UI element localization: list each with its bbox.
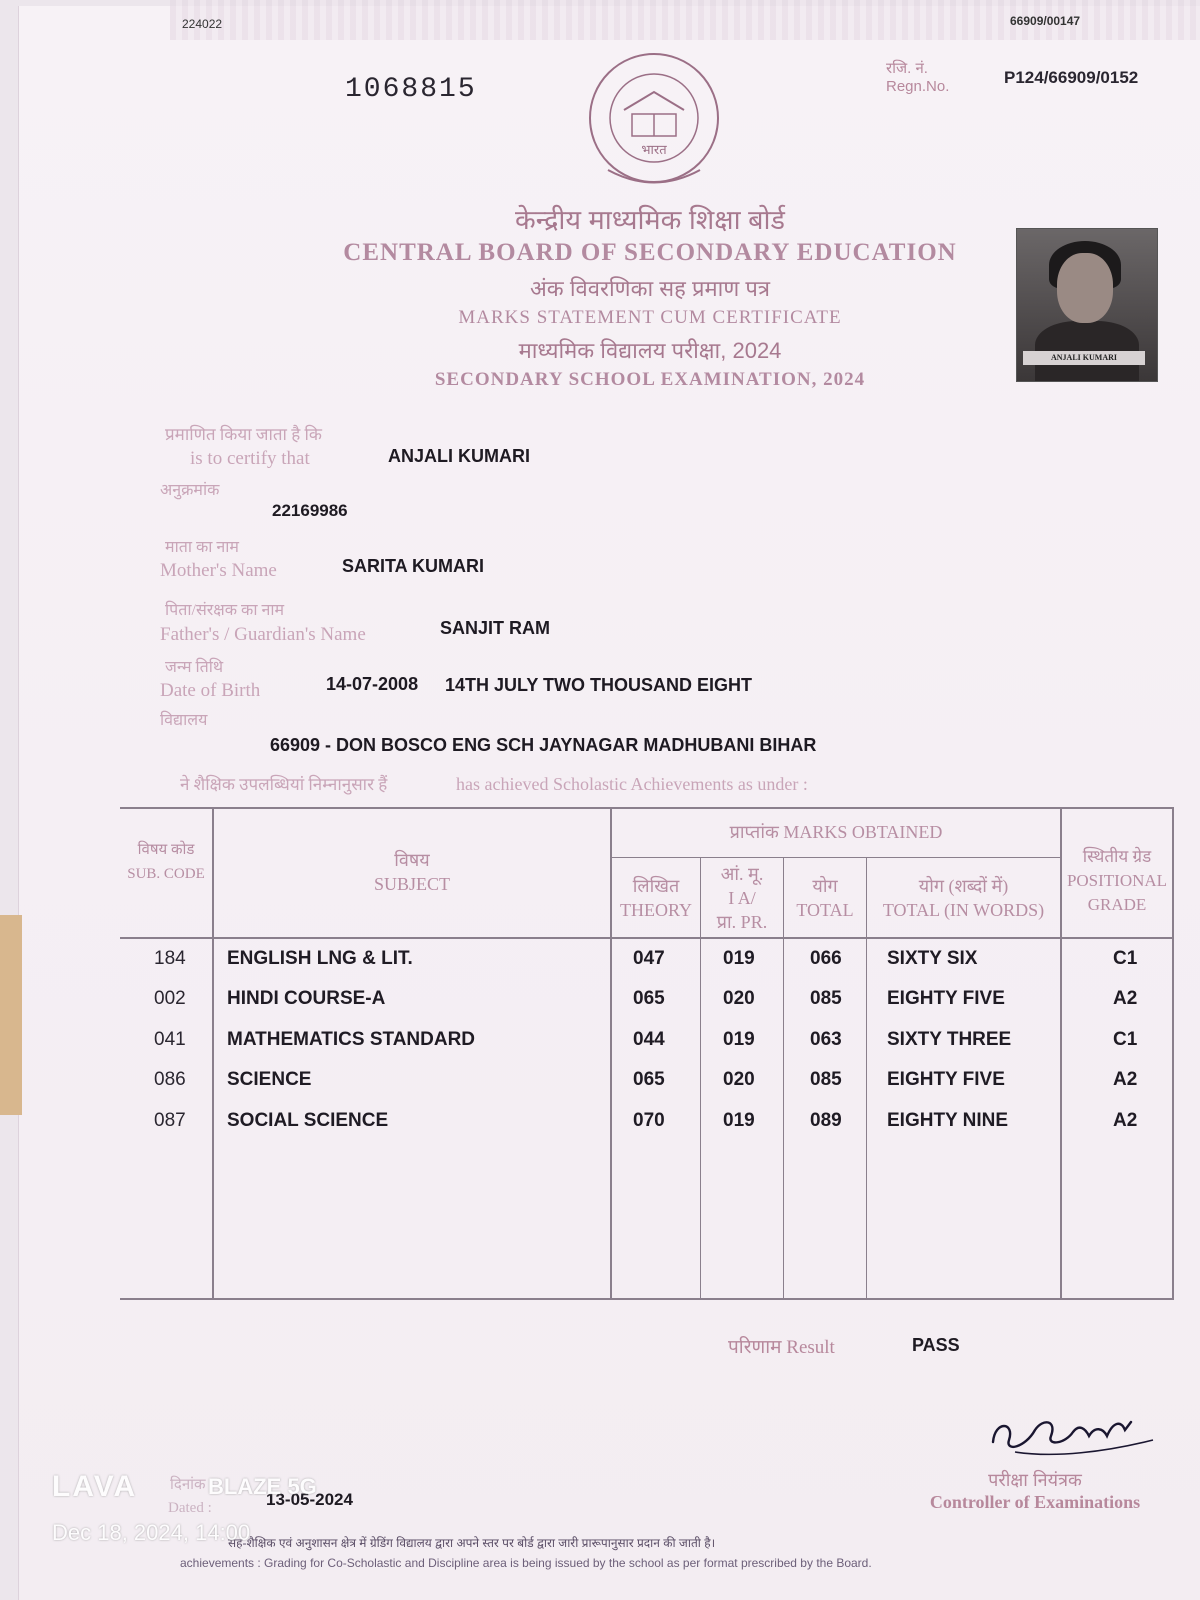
watermark-model: BLAZE 5G bbox=[208, 1474, 317, 1499]
row-grade: A2 bbox=[1113, 988, 1138, 1009]
header-marks-hi: प्राप्तांक bbox=[729, 822, 779, 842]
dob-label-hi: जन्म तिथि bbox=[165, 659, 224, 676]
mother-name: SARITA KUMARI bbox=[342, 556, 484, 576]
school-name: 66909 - DON BOSCO ENG SCH JAYNAGAR MADHUBANI BIHAR bbox=[270, 735, 817, 755]
serial-number: 1068815 bbox=[345, 74, 477, 105]
header-ia-hi: आं. मू. bbox=[720, 864, 764, 884]
row-words: EIGHTY NINE bbox=[887, 1110, 1009, 1131]
row-grade: C1 bbox=[1113, 948, 1138, 969]
row-subject: SOCIAL SCIENCE bbox=[227, 1110, 389, 1131]
controller-signature bbox=[985, 1400, 1155, 1470]
row-total: 066 bbox=[810, 948, 842, 969]
regn-label bbox=[886, 58, 949, 95]
result-value: PASS bbox=[912, 1335, 960, 1355]
top-right-code: 66909/00147 bbox=[1010, 14, 1081, 28]
student-name: ANJALI KUMARI bbox=[388, 446, 530, 466]
header-code-en: SUB. CODE bbox=[127, 866, 205, 882]
header-grade-en2: GRADE bbox=[1087, 895, 1147, 914]
header-total-en: TOTAL bbox=[796, 900, 854, 920]
row-code: 002 bbox=[154, 988, 186, 1009]
row-code: 086 bbox=[154, 1069, 186, 1090]
table-row bbox=[120, 1029, 1174, 1069]
row-theory: 065 bbox=[633, 988, 665, 1009]
student-photo bbox=[1016, 228, 1158, 382]
row-subject: MATHEMATICS STANDARD bbox=[227, 1029, 476, 1050]
table-top-line bbox=[120, 807, 1174, 809]
header-ia bbox=[701, 862, 783, 934]
result-label-hi: परिणाम bbox=[728, 1337, 782, 1358]
header-titles bbox=[300, 200, 1000, 391]
table-header-line bbox=[120, 937, 1174, 939]
father-name: SANJIT RAM bbox=[440, 618, 551, 638]
table-bottom-line bbox=[120, 1298, 1174, 1300]
row-ia: 019 bbox=[723, 1110, 755, 1131]
mother-label-hi: माता का नाम bbox=[165, 539, 240, 556]
controller-en: Controller of Examinations bbox=[929, 1492, 1141, 1512]
header-marks-obtained bbox=[612, 820, 1060, 844]
footer-note-hi: सह-शैक्षिक एवं अनुशासन क्षेत्र में ग्रेडिंग विद्यालय द्वारा अपने स्तर पर बोर्ड द्वारा जारी प्रारूपानुसार प्रदान की जाती है। bbox=[228, 1536, 716, 1550]
table-row bbox=[120, 948, 1174, 988]
header-words bbox=[867, 874, 1060, 922]
row-theory: 047 bbox=[633, 948, 665, 969]
dob-label-en: Date of Birth bbox=[160, 680, 261, 701]
dob-words: 14TH JULY TWO THOUSAND EIGHT bbox=[445, 675, 753, 695]
header-words-en: TOTAL (IN WORDS) bbox=[882, 900, 1045, 920]
controller-hi: परीक्षा नियंत्रक bbox=[988, 1470, 1082, 1490]
row-code: 087 bbox=[154, 1110, 186, 1131]
header-grade bbox=[1062, 845, 1172, 917]
header-subject-hi: विषय bbox=[394, 850, 430, 870]
row-words: EIGHTY FIVE bbox=[887, 1069, 1005, 1090]
header-grade-en1: POSITIONAL bbox=[1066, 871, 1168, 890]
dob-date: 14-07-2008 bbox=[326, 674, 419, 694]
row-grade: C1 bbox=[1113, 1029, 1138, 1050]
certificate-title-en: MARKS STATEMENT CUM CERTIFICATE bbox=[458, 307, 842, 328]
row-grade: A2 bbox=[1113, 1110, 1138, 1131]
row-ia: 020 bbox=[723, 988, 755, 1009]
row-grade: A2 bbox=[1113, 1069, 1138, 1090]
achievement-line-hi: ने शैक्षिक उपलब्धियां निम्नानुसार हैं bbox=[180, 775, 388, 794]
result-label bbox=[728, 1333, 835, 1359]
footer-note-en: achievements : Grading for Co-Scholastic and Discipline area is being issued by the school as per format prescribed by the Board. bbox=[180, 1556, 872, 1570]
row-ia: 020 bbox=[723, 1069, 755, 1090]
regn-label-hi: रजि. नं. bbox=[886, 60, 928, 77]
header-ia-pr: प्रा. PR. bbox=[716, 912, 768, 932]
mother-label-en: Mother's Name bbox=[160, 560, 277, 581]
header-theory-hi: लिखित bbox=[632, 876, 680, 896]
board-name-hi: केन्द्रीय माध्यमिक शिक्षा बोर्ड bbox=[515, 205, 785, 235]
table-row bbox=[120, 988, 1174, 1028]
issue-date: 13-05-2024 bbox=[266, 1490, 353, 1509]
roll-label-hi: अनुक्रमांक bbox=[160, 482, 220, 499]
row-ia: 019 bbox=[723, 948, 755, 969]
header-words-hi: योग (शब्दों में) bbox=[918, 876, 1009, 896]
watermark-timestamp: Dec 18, 2024, 14:00 bbox=[52, 1520, 251, 1545]
header-total bbox=[784, 874, 866, 922]
regn-label-en: Regn.No. bbox=[886, 78, 950, 95]
exam-title-hi: माध्यमिक विद्यालय परीक्षा, 2024 bbox=[518, 338, 782, 363]
certify-label-hi: प्रमाणित किया जाता है कि bbox=[165, 425, 322, 444]
header-subject-en: SUBJECT bbox=[373, 874, 451, 894]
row-words: SIXTY SIX bbox=[887, 948, 978, 969]
row-theory: 044 bbox=[633, 1029, 665, 1050]
table-row bbox=[120, 1110, 1174, 1150]
roll-number: 22169986 bbox=[272, 501, 348, 520]
header-grade-hi: स्थितीय ग्रेड bbox=[1082, 847, 1152, 866]
father-label-en: Father's / Guardian's Name bbox=[160, 624, 366, 645]
header-ia-en: I A/ bbox=[728, 888, 756, 908]
photo-caption: ANJALI KUMARI bbox=[1023, 351, 1145, 365]
row-total: 085 bbox=[810, 1069, 842, 1090]
table-row bbox=[120, 1069, 1174, 1109]
row-subject: SCIENCE bbox=[227, 1069, 312, 1090]
header-code-hi: विषय कोड bbox=[137, 842, 195, 858]
row-theory: 065 bbox=[633, 1069, 665, 1090]
result-label-en: Result bbox=[786, 1337, 835, 1358]
row-total: 085 bbox=[810, 988, 842, 1009]
watermark-brand: LAVA bbox=[52, 1470, 138, 1503]
row-words: SIXTY THREE bbox=[887, 1029, 1012, 1050]
marks-header-divider bbox=[612, 857, 1060, 858]
regn-number: P124/66909/0152 bbox=[1004, 68, 1139, 87]
row-subject: HINDI COURSE-A bbox=[227, 988, 386, 1009]
certificate-title-hi: अंक विवरणिका सह प्रमाण पत्र bbox=[530, 276, 770, 301]
row-subject: ENGLISH LNG & LIT. bbox=[227, 948, 413, 969]
dated-label-en: Dated : bbox=[168, 1500, 212, 1516]
header-code bbox=[122, 838, 210, 886]
cbse-emblem-icon bbox=[584, 50, 724, 190]
row-code: 184 bbox=[154, 948, 186, 969]
top-left-code: 224022 bbox=[182, 17, 223, 31]
board-name-en: CENTRAL BOARD OF SECONDARY EDUCATION bbox=[343, 239, 957, 266]
background-shade bbox=[0, 915, 22, 1115]
row-theory: 070 bbox=[633, 1110, 665, 1131]
certify-label-en: is to certify that bbox=[190, 448, 310, 469]
row-total: 063 bbox=[810, 1029, 842, 1050]
header-theory bbox=[612, 874, 700, 922]
controller-block bbox=[900, 1468, 1170, 1513]
header-marks-en: MARKS OBTAINED bbox=[783, 822, 943, 842]
row-words: EIGHTY FIVE bbox=[887, 988, 1005, 1009]
row-total: 089 bbox=[810, 1110, 842, 1131]
header-theory-en: THEORY bbox=[620, 900, 692, 920]
father-label-hi: पिता/संरक्षक का नाम bbox=[165, 602, 285, 619]
exam-title-en: SECONDARY SCHOOL EXAMINATION, 2024 bbox=[434, 369, 866, 390]
header-total-hi: योग bbox=[812, 876, 838, 896]
row-ia: 019 bbox=[723, 1029, 755, 1050]
header-subject bbox=[214, 848, 610, 896]
row-code: 041 bbox=[154, 1029, 186, 1050]
achievement-line-en: has achieved Scholastic Achievements as under : bbox=[456, 774, 808, 794]
dated-label-hi: दिनांक bbox=[170, 1476, 206, 1493]
school-label-hi: विद्यालय bbox=[160, 712, 208, 729]
svg-text:भारत: भारत bbox=[641, 143, 667, 158]
